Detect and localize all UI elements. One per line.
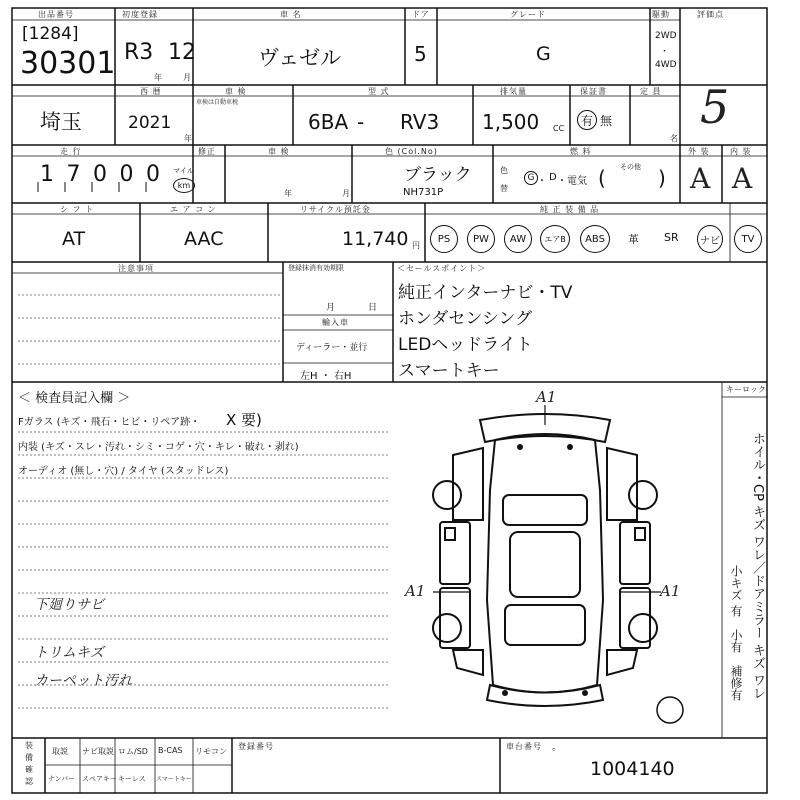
label-fuel: 燃 料 <box>570 147 592 156</box>
mileage-digit: 0 <box>146 162 160 187</box>
bottom-left-char: 装 <box>25 741 33 750</box>
side-legend-2: 小キズ 有 小有 補修有 <box>729 565 743 701</box>
chassis-dot: 。 <box>552 742 562 753</box>
doors-value: 5 <box>414 42 427 66</box>
car-diagram <box>425 400 670 720</box>
equip-aw: AW <box>504 225 532 253</box>
period-month: 月 <box>326 303 336 313</box>
interior-grade: A <box>732 162 753 195</box>
model-prefix: 6BA <box>308 110 349 134</box>
label-shift: シ フ ト <box>60 205 95 214</box>
label-mileage: 走 行 <box>60 147 82 156</box>
fuel-gas: G <box>524 171 538 185</box>
bottom-item: スペアキー <box>82 775 117 783</box>
label-venue: 出品番号 <box>38 10 74 19</box>
damage-mark-right: A1 <box>660 582 681 600</box>
year-unit: 年 <box>184 134 192 143</box>
cargo-year: 年 <box>284 189 292 198</box>
equip-pw: PW <box>467 225 495 253</box>
drive-4wd: 4WD <box>655 60 677 70</box>
sales-point: スマートキー <box>398 361 500 381</box>
mileage-digit: 7 <box>66 162 81 187</box>
label-displacement: 排気量 <box>500 87 527 96</box>
inspector-fglass-x: X 要) <box>226 411 262 429</box>
reg-month: 12 <box>168 40 196 65</box>
fuel-paren-close: ) <box>658 166 666 190</box>
equip-ps: PS <box>430 225 458 253</box>
color-name: ブラック <box>404 165 472 185</box>
period-day: 日 <box>368 303 378 313</box>
label-keylock: キーロック <box>726 385 766 394</box>
cargo-month: 月 <box>342 189 350 198</box>
label-recycle: リサイクル預託金 <box>300 205 371 214</box>
equip-airbag: エアB <box>540 225 570 253</box>
drive-dot: ・ <box>660 47 670 57</box>
year-value: 2021 <box>128 113 172 133</box>
equip-tv: TV <box>734 225 762 253</box>
bottom-item: ナンバー <box>48 775 76 783</box>
sales-point: LEDヘッドライト <box>398 335 533 355</box>
label-reg-date: 初度登録 <box>122 10 158 19</box>
keylock-circle <box>655 695 685 725</box>
warranty-no: 無 <box>600 114 613 128</box>
region-value: 埼玉 <box>40 110 82 134</box>
note-underbody: 下廻りサビ <box>34 597 104 613</box>
bottom-item: 取説 <box>52 747 68 756</box>
label-sales: ＜セールスポイント＞ <box>397 264 487 273</box>
fuel-diesel: D <box>549 172 557 183</box>
note-trim: トリムキズ <box>34 645 104 661</box>
dealer-parallel: ディーラー・並行 <box>296 343 368 353</box>
model-dash: - <box>357 110 365 134</box>
mileage-digit: 1 <box>40 162 54 187</box>
car-name-value: ヴェゼル <box>258 46 342 70</box>
grade-value: G <box>536 43 551 65</box>
shift-value: AT <box>62 228 86 250</box>
model-code: RV3 <box>400 110 440 134</box>
inspector-title: ＜ 検査員記入欄 ＞ <box>18 391 131 406</box>
label-capacity: 定 員 <box>640 87 662 96</box>
label-equipment: 純 正 装 備 品 <box>540 205 600 214</box>
inspector-fglass: Fガラス (キズ・飛石・ヒビ・リペア跡・ <box>18 417 201 428</box>
label-color: 色 (Col.No) <box>385 147 438 156</box>
exterior-grade: A <box>690 162 711 195</box>
label-inspection: 車 検 <box>225 87 247 96</box>
mile-label: マイル <box>173 167 194 175</box>
sales-points <box>398 280 572 384</box>
fuel-other-label: その他 <box>620 163 641 171</box>
displacement-value: 1,500 <box>482 110 540 134</box>
bottom-item: リモコン <box>195 747 227 756</box>
label-model: 型 式 <box>368 87 390 96</box>
inspector-interior: 内装 (キズ・スレ・汚れ・シミ・コゲ・穴・キレ・破れ・剥れ) <box>18 442 299 453</box>
steering: 左H ・ 右H <box>300 371 352 382</box>
mileage-ticks <box>20 182 170 194</box>
label-inspection-note: 車検は自動車税 <box>196 99 239 106</box>
label-car-name: 車 名 <box>280 10 302 19</box>
drive-2wd: 2WD <box>655 31 677 41</box>
label-prev: 修正 <box>198 147 216 156</box>
inspector-audio: オーディオ (無し・穴) / タイヤ (スタッドレス) <box>18 466 229 477</box>
score-value: 5 <box>700 80 730 134</box>
warranty-yes: 有 <box>577 110 597 130</box>
color-side-1: 色 <box>500 166 508 175</box>
recycle-value: 11,740 <box>342 228 409 250</box>
label-score: 評価点 <box>697 10 724 19</box>
fuel-dot: ・ <box>537 176 547 187</box>
damage-mark-left: A1 <box>405 582 426 600</box>
fuel-paren-open: ( <box>598 166 606 190</box>
bottom-item: ナビ取説 <box>82 747 114 756</box>
sales-point: 純正インターナビ・TV <box>398 283 573 303</box>
damage-mark-front: A1 <box>536 388 557 406</box>
label-notes: 注意事項 <box>118 264 154 273</box>
label-import: 輸入車 <box>322 318 349 327</box>
color-side-2: 替 <box>500 184 508 193</box>
chassis-label: 車台番号 <box>506 742 542 751</box>
mileage-digit: 0 <box>119 162 134 187</box>
label-period: 登録抹消有効期限 <box>288 264 344 272</box>
mileage-digit: 0 <box>93 162 107 187</box>
bottom-left-vertical <box>22 740 36 788</box>
color-code: NH731P <box>403 187 444 198</box>
lot-bracket: [1284] <box>22 24 79 44</box>
fuel-elec: ・電気 <box>557 176 587 187</box>
label-grade: グレード <box>510 10 546 19</box>
equip-leather: 革 <box>628 233 639 246</box>
bottom-item: B-CAS <box>158 746 183 755</box>
chassis-number: 1004140 <box>590 758 675 780</box>
aircon-value: AAC <box>184 228 224 250</box>
label-cargo: 車 検 <box>268 147 290 156</box>
month-kanji: 月 <box>183 73 191 82</box>
bottom-left-char: 備 <box>25 753 33 762</box>
label-exterior: 外 装 <box>688 147 710 156</box>
capacity-unit: 名 <box>670 134 678 143</box>
reg-era: R3 <box>124 40 154 65</box>
side-legend-1: ホイル・CP キズ ワレ／ドアミラー キズ ワレ <box>750 432 765 700</box>
label-year: 西 暦 <box>140 87 162 96</box>
label-aircon: エ ア コ ン <box>170 205 217 214</box>
bottom-left-char: 認 <box>25 777 33 786</box>
bottom-left-char: 確 <box>25 765 33 774</box>
year-kanji: 年 <box>154 73 162 82</box>
registration-label: 登録番号 <box>238 742 274 751</box>
bottom-item: ロム/SD <box>118 747 148 756</box>
yen-unit: 円 <box>412 241 420 250</box>
bottom-item: キーレス <box>118 775 146 783</box>
equip-navi: ナビ <box>697 225 723 253</box>
cc-unit: CC <box>553 124 565 133</box>
bottom-item: スマートキー <box>156 776 192 783</box>
label-warranty: 保証書 <box>580 87 607 96</box>
label-interior: 内 装 <box>730 147 752 156</box>
label-drive: 駆動 <box>652 10 670 19</box>
equip-sunroof: SR <box>664 231 679 244</box>
note-carpet: カーペット汚れ <box>34 673 132 689</box>
km-circle: km <box>173 178 195 193</box>
equip-abs: ABS <box>580 225 610 253</box>
sales-point: ホンダセンシング <box>398 309 533 329</box>
lot-number: 30301 <box>20 46 116 81</box>
label-doors: ドア <box>412 10 430 19</box>
